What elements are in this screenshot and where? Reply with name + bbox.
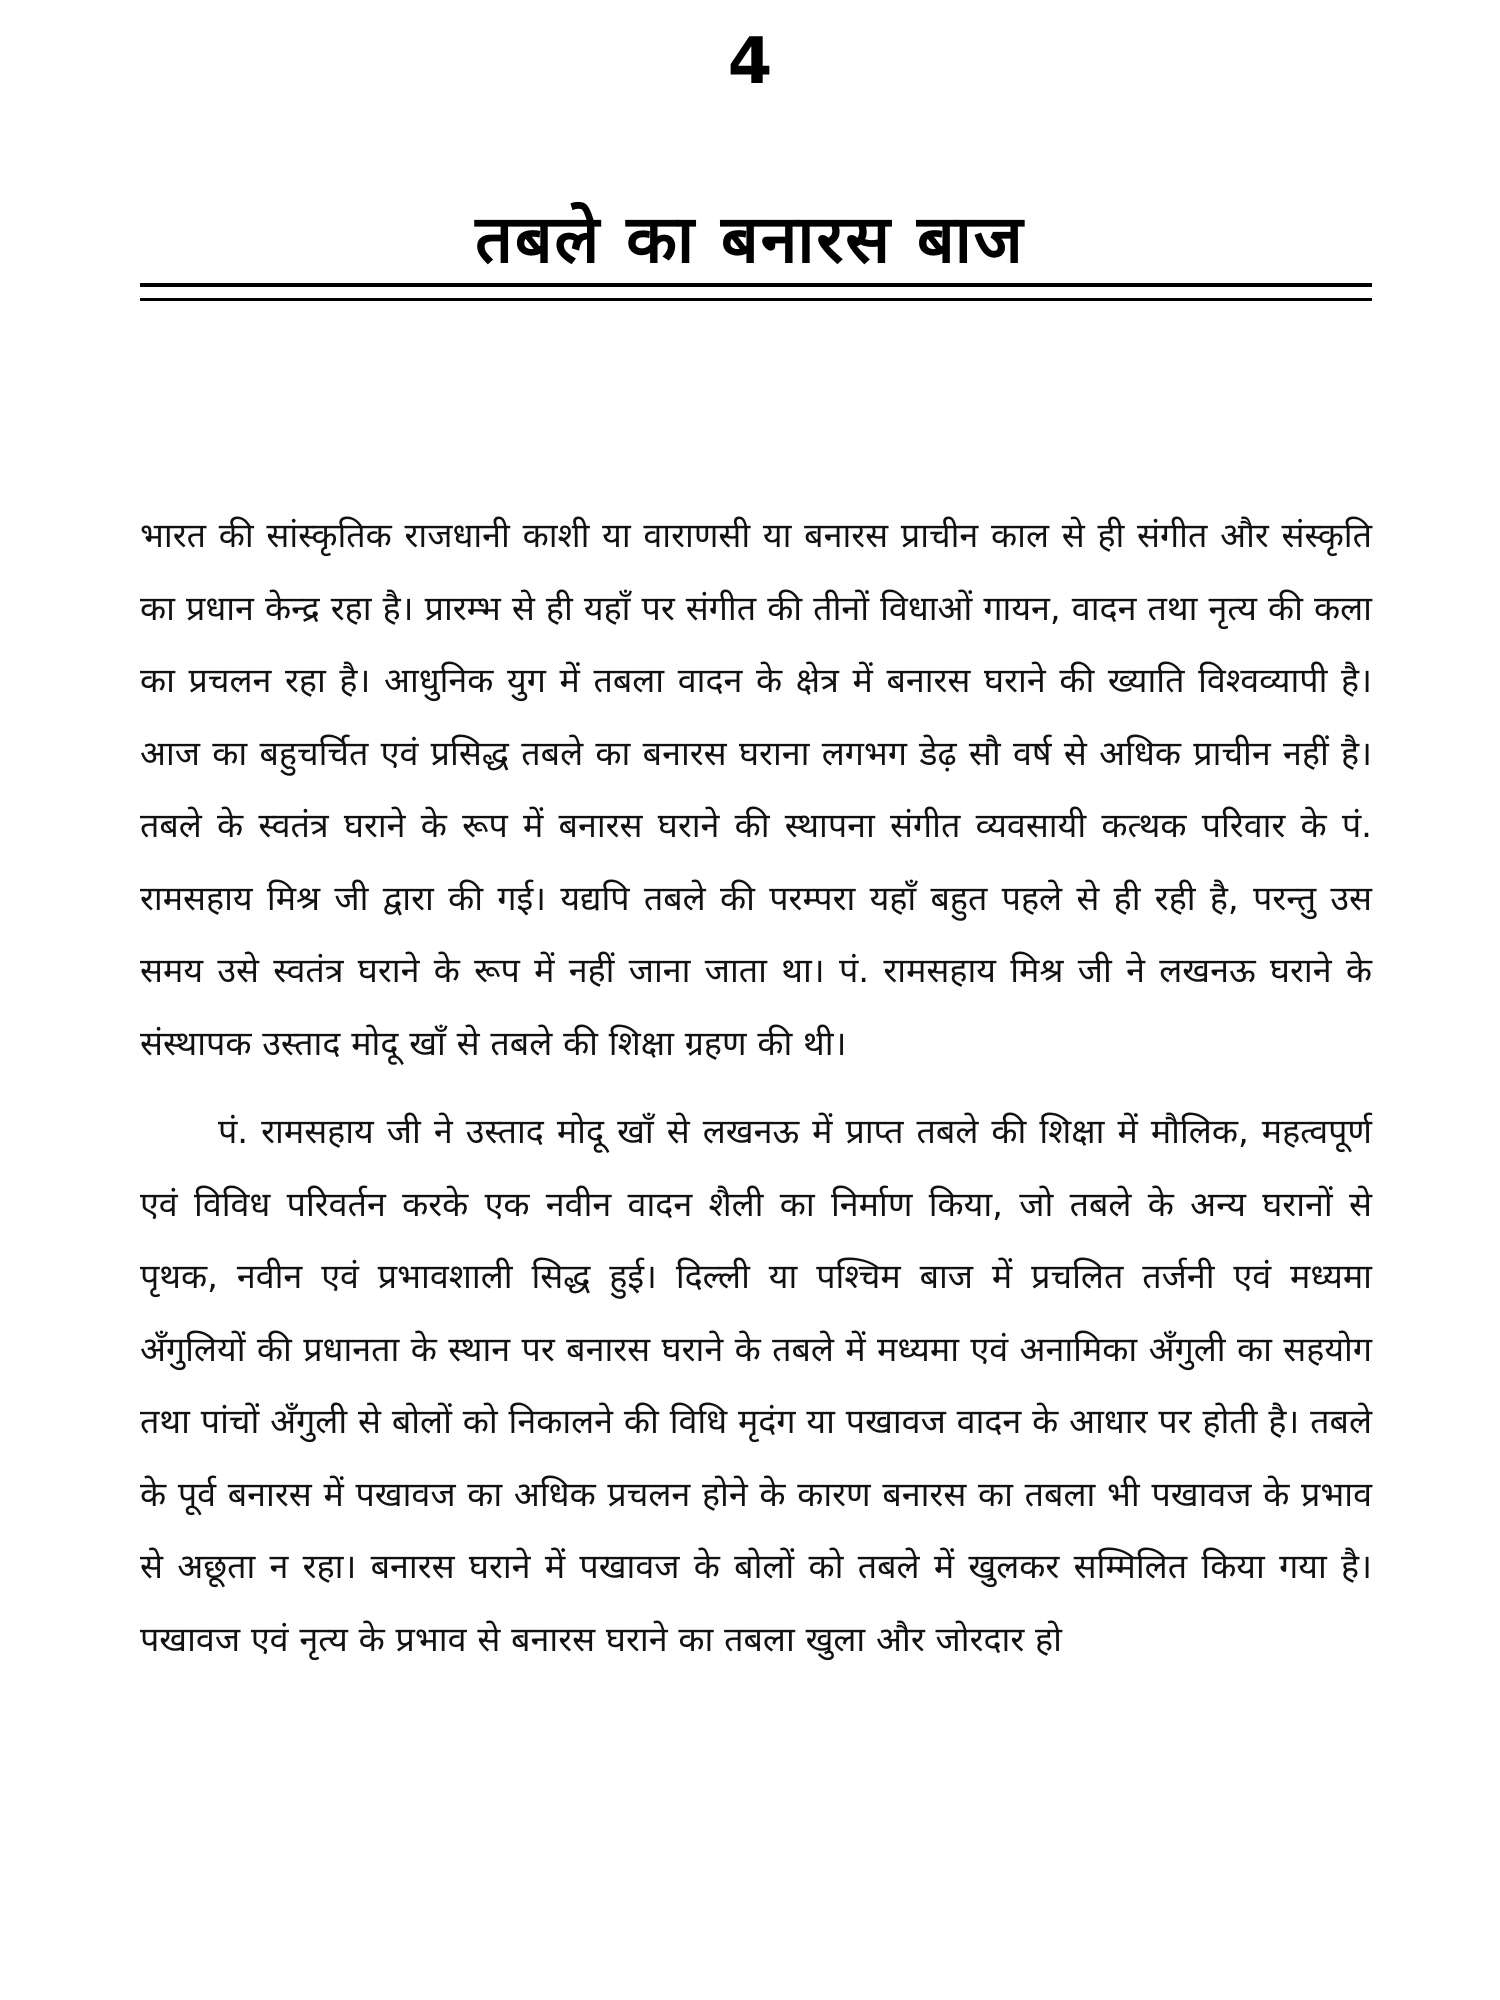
title-divider-thin <box>140 298 1372 301</box>
title-divider-thick <box>140 283 1372 287</box>
chapter-body <box>140 500 1372 1676</box>
chapter-title: तबले का बनारस बाज <box>475 201 1025 278</box>
chapter-number: 4 <box>727 25 773 99</box>
paragraph-1: भारत की सांस्कृतिक राजधानी काशी या वाराणसी या बनारस प्राचीन काल से ही संगीत और संस्कृति का प्रधान केन्द्र रहा है। प्रारम्भ से ही यहाँ पर संगीत की तीनों विधाओं गायन, वादन तथा नृत्य की कला का प्रचलन रहा है। आधुनिक युग में तबला वादन के क्षेत्र में बनारस घराने की ख्याति विश्वव्यापी है। आज का बहुचर्चित एवं प्रसिद्ध तबले का बनारस घराना लगभग डेढ़ सौ वर्ष से अधिक प्राचीन नहीं है। तबले के स्वतंत्र घराने के रूप में बनारस घराने की स्थापना संगीत व्यवसायी कत्थक परिवार के पं. रामसहाय मिश्र जी द्वारा की गई। यद्यपि तबले की परम्परा यहाँ बहुत पहले से ही रही है, परन्तु उस समय उसे स्वतंत्र घराने के रूप में नहीं जाना जाता था। पं. रामसहाय मिश्र जी ने लखनऊ घराने के संस्थापक उस्ताद मोदू खाँ से तबले की शिक्षा ग्रहण की थी। <box>140 516 1372 1064</box>
paragraph-2: पं. रामसहाय जी ने उस्ताद मोदू खाँ से लखनऊ में प्राप्त तबले की शिक्षा में मौलिक, महत्वपूर्ण एवं विविध परिवर्तन करके एक नवीन वादन शैली का निर्माण किया, जो तबले के अन्य घरानों से पृथक, नवीन एवं प्रभावशाली सिद्ध हुई। दिल्ली या पश्चिम बाज में प्रचलित तर्जनी एवं मध्यमा अँगुलियों की प्रधानता के स्थान पर बनारस घराने के तबले में मध्यमा एवं अनामिका अँगुली का सहयोग तथा पांचों अँगुली से बोलों को निकालने की विधि मृदंग या पखावज वादन के आधार पर होती है। तबले के पूर्व बनारस में पखावज का अधिक प्रचलन होने के कारण बनारस का तबला भी पखावज के प्रभाव से अछूता न रहा। बनारस घराने में पखावज के बोलों को तबले में खुलकर सम्मिलित किया गया है। पखावज एवं नृत्य के प्रभाव से बनारस घराने का तबला खुला और जोरदार हो <box>140 1112 1372 1660</box>
